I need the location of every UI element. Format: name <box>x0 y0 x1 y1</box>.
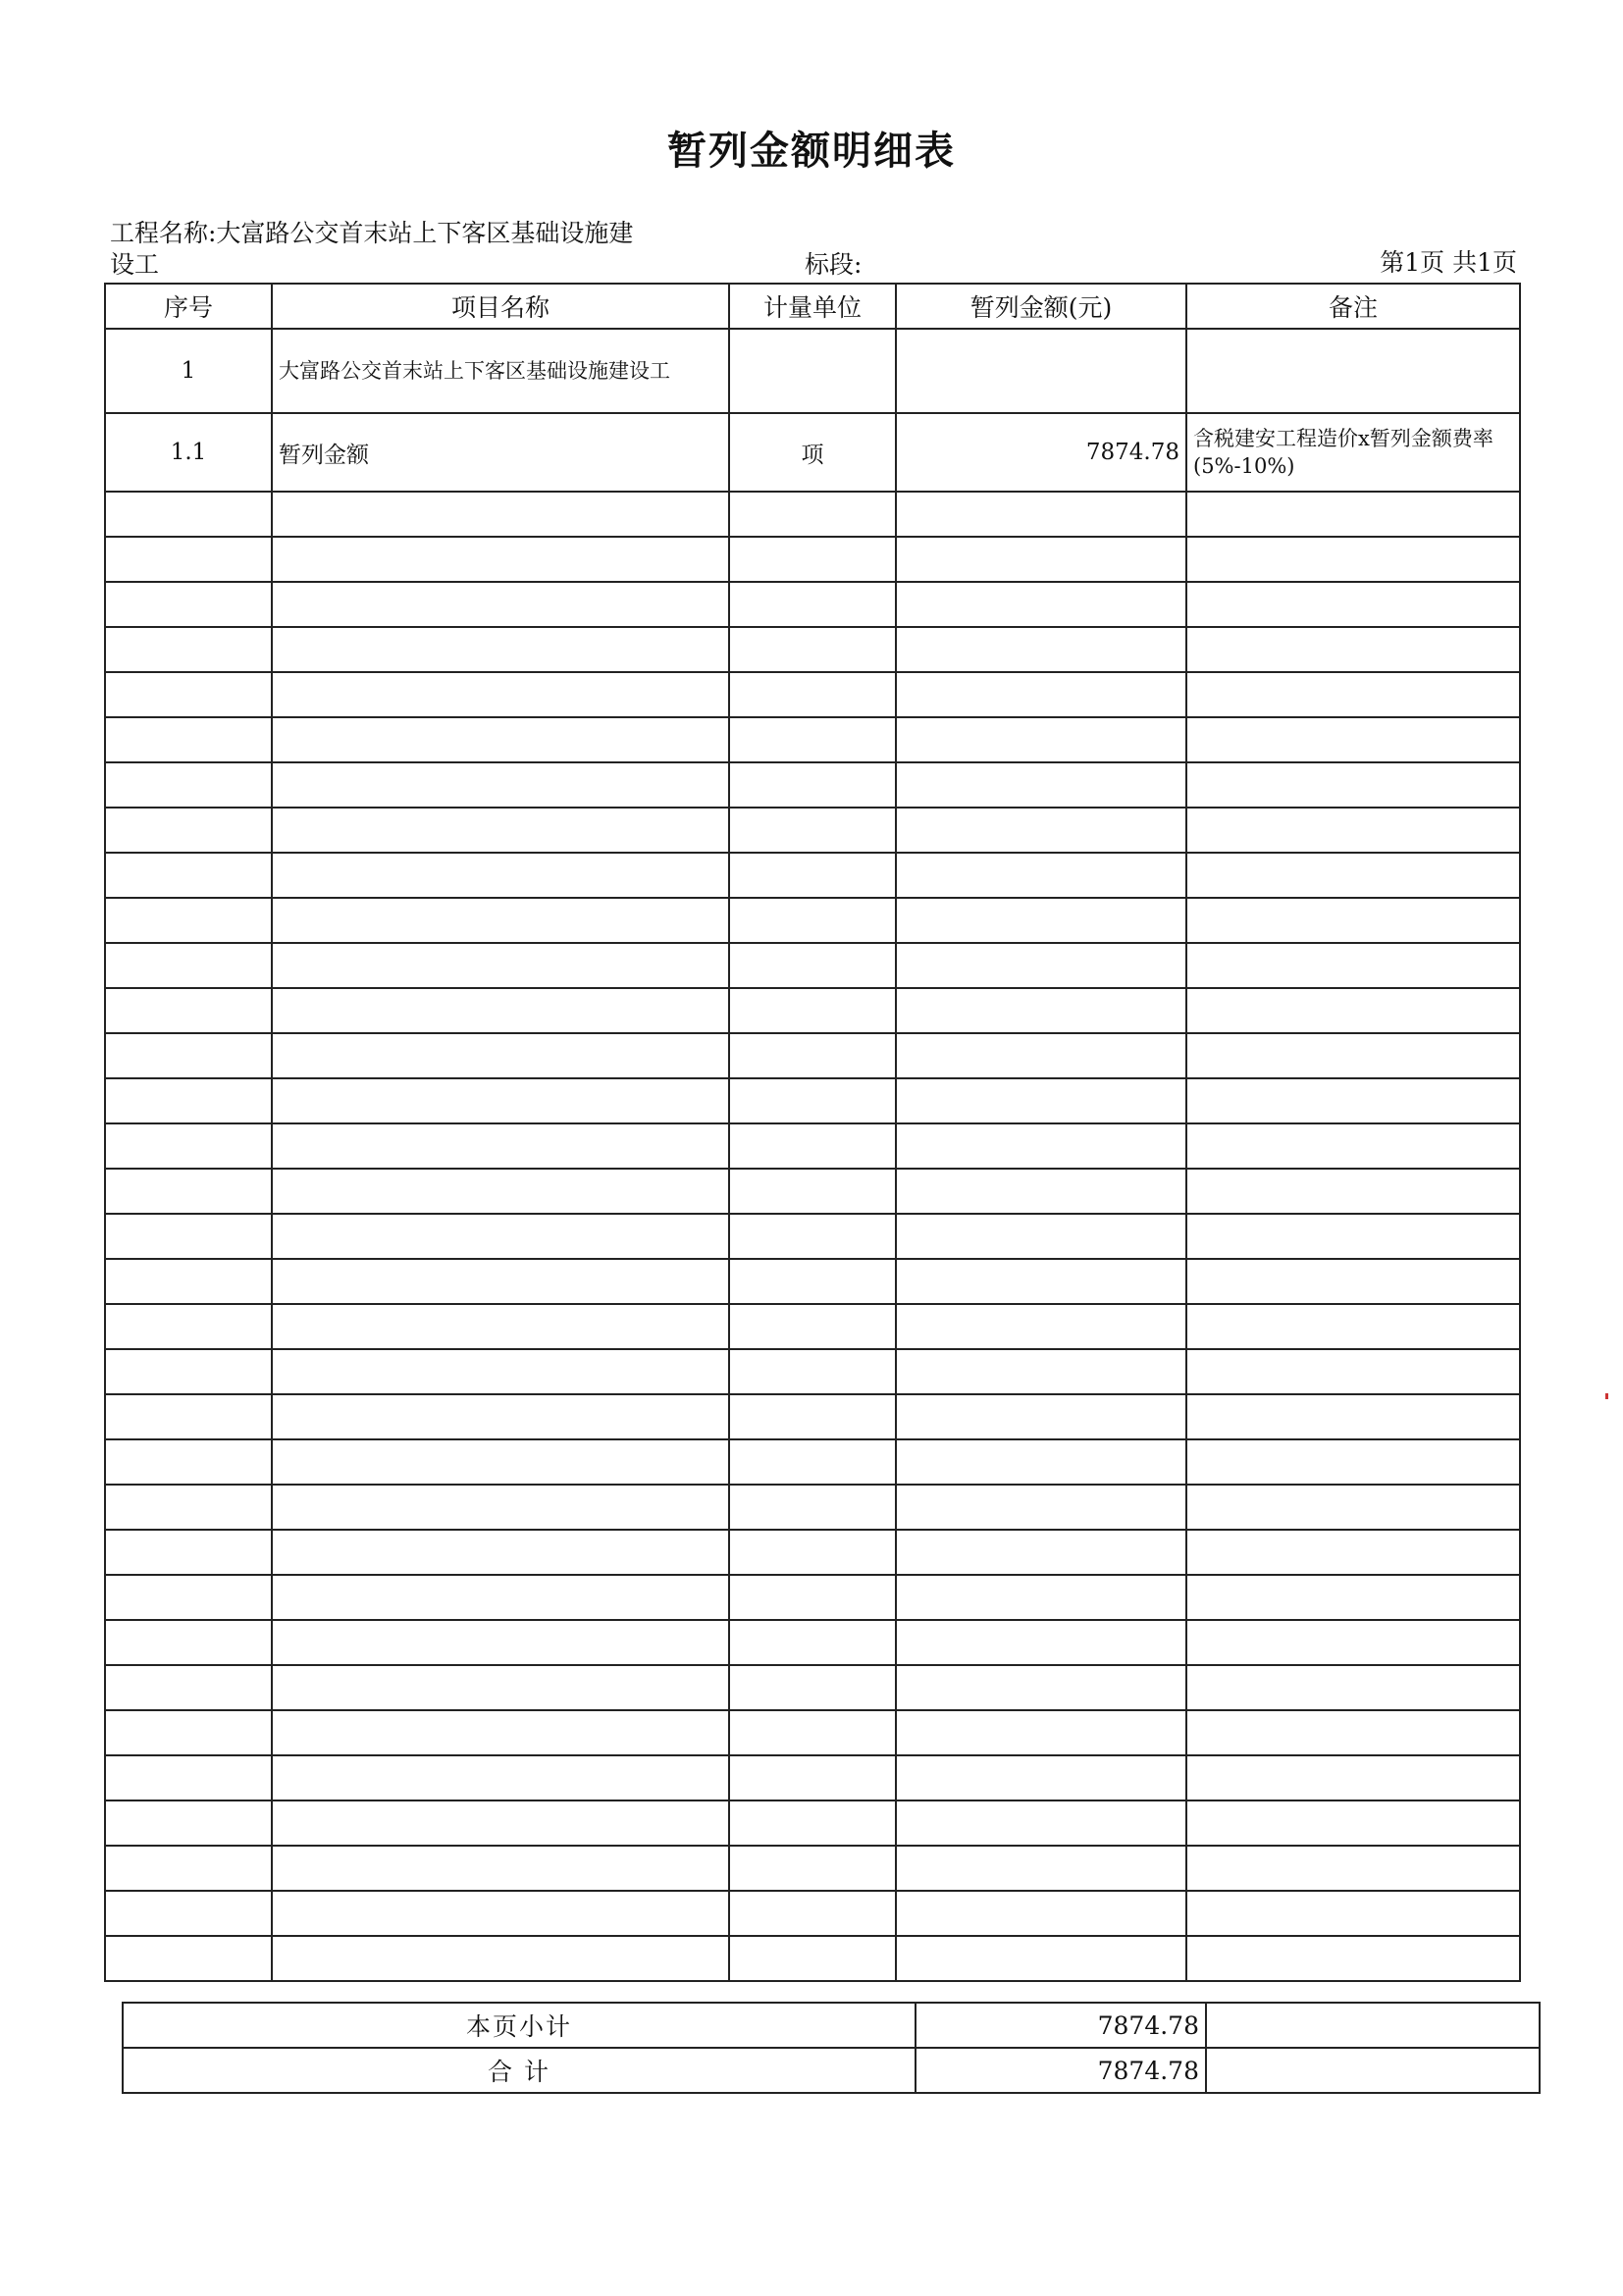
empty-cell <box>896 1755 1186 1800</box>
empty-cell <box>1186 762 1520 808</box>
empty-cell <box>105 1304 272 1349</box>
empty-cell <box>896 492 1186 537</box>
empty-cell <box>1186 1169 1520 1214</box>
empty-cell <box>1186 1033 1520 1078</box>
empty-cell <box>896 1033 1186 1078</box>
empty-cell <box>729 1078 896 1123</box>
empty-cell <box>105 1439 272 1485</box>
empty-cell <box>729 1846 896 1891</box>
empty-table-row <box>105 582 1520 627</box>
empty-cell <box>105 1123 272 1169</box>
empty-cell <box>729 1349 896 1394</box>
empty-cell <box>896 1620 1186 1665</box>
empty-cell <box>272 1123 729 1169</box>
empty-cell <box>729 627 896 672</box>
empty-cell <box>105 1891 272 1936</box>
empty-cell <box>729 1891 896 1936</box>
empty-cell <box>105 537 272 582</box>
empty-cell <box>105 943 272 988</box>
empty-cell <box>896 943 1186 988</box>
empty-cell <box>896 1710 1186 1755</box>
empty-cell <box>105 1214 272 1259</box>
empty-cell <box>896 1891 1186 1936</box>
empty-table-row <box>105 1665 1520 1710</box>
empty-cell <box>729 1936 896 1981</box>
empty-cell <box>1186 1891 1520 1936</box>
empty-cell <box>896 1078 1186 1123</box>
empty-cell <box>272 1891 729 1936</box>
total-row <box>123 2048 1540 2093</box>
empty-cell <box>896 1485 1186 1530</box>
empty-cell <box>105 1033 272 1078</box>
empty-cell <box>1186 1530 1520 1575</box>
empty-table-row <box>105 943 1520 988</box>
empty-cell <box>105 1259 272 1304</box>
empty-cell <box>272 1665 729 1710</box>
row-note: 含税建安工程造价x暂列金额费率(5%-10%) <box>1186 413 1520 492</box>
empty-cell <box>729 582 896 627</box>
empty-table-row <box>105 1891 1520 1936</box>
empty-table-row <box>105 1123 1520 1169</box>
empty-cell <box>105 1169 272 1214</box>
empty-cell <box>896 627 1186 672</box>
empty-cell <box>729 1755 896 1800</box>
empty-cell <box>1186 627 1520 672</box>
empty-cell <box>1186 1936 1520 1981</box>
empty-cell <box>1186 1078 1520 1123</box>
empty-cell <box>272 492 729 537</box>
empty-cell <box>105 898 272 943</box>
empty-cell <box>729 1033 896 1078</box>
empty-cell <box>272 537 729 582</box>
empty-table-row <box>105 1485 1520 1530</box>
row-unit: 项 <box>729 413 896 492</box>
empty-cell <box>1186 1710 1520 1755</box>
empty-cell <box>272 1800 729 1846</box>
column-header-amount: 暂列金额(元) <box>896 284 1186 329</box>
empty-table-row <box>105 672 1520 717</box>
total-label: 合 计 <box>123 2048 916 2093</box>
empty-cell <box>105 1936 272 1981</box>
empty-cell <box>896 988 1186 1033</box>
empty-cell <box>272 1394 729 1439</box>
empty-cell <box>729 717 896 762</box>
empty-cell <box>1186 1349 1520 1394</box>
empty-cell <box>896 1575 1186 1620</box>
empty-cell <box>729 1575 896 1620</box>
empty-cell <box>1186 1304 1520 1349</box>
empty-table-row <box>105 1846 1520 1891</box>
empty-cell <box>272 1530 729 1575</box>
empty-cell <box>1186 582 1520 627</box>
empty-table-row <box>105 988 1520 1033</box>
empty-cell <box>729 1214 896 1259</box>
subtotal-note <box>1206 2003 1540 2048</box>
empty-cell <box>1186 1214 1520 1259</box>
empty-cell <box>729 1123 896 1169</box>
empty-cell <box>896 672 1186 717</box>
empty-cell <box>1186 1485 1520 1530</box>
empty-cell <box>729 1439 896 1485</box>
empty-table-row <box>105 1033 1520 1078</box>
empty-cell <box>896 1304 1186 1349</box>
empty-table-row <box>105 1936 1520 1981</box>
empty-cell <box>896 808 1186 853</box>
empty-cell <box>896 898 1186 943</box>
empty-cell <box>272 1214 729 1259</box>
empty-cell <box>272 988 729 1033</box>
empty-cell <box>729 1259 896 1304</box>
empty-cell <box>729 1800 896 1846</box>
empty-cell <box>105 627 272 672</box>
empty-cell <box>729 672 896 717</box>
table-header-row <box>105 284 1520 329</box>
row-name <box>272 329 729 413</box>
empty-cell <box>729 492 896 537</box>
empty-cell <box>896 1169 1186 1214</box>
empty-cell <box>272 1169 729 1214</box>
section-label: 标段: <box>805 250 863 279</box>
empty-table-row <box>105 627 1520 672</box>
empty-cell <box>896 1665 1186 1710</box>
empty-cell <box>1186 898 1520 943</box>
row-note <box>1186 329 1520 413</box>
row-no: 1.1 <box>105 413 272 492</box>
empty-cell <box>896 762 1186 808</box>
empty-cell <box>896 582 1186 627</box>
empty-table-row <box>105 1349 1520 1394</box>
empty-cell <box>272 853 729 898</box>
empty-cell <box>729 808 896 853</box>
empty-table-row <box>105 1439 1520 1485</box>
empty-table-row <box>105 853 1520 898</box>
empty-cell <box>729 1394 896 1439</box>
subtotal-row <box>123 2003 1540 2048</box>
empty-cell <box>105 1394 272 1439</box>
empty-cell <box>1186 808 1520 853</box>
empty-cell <box>729 898 896 943</box>
empty-cell <box>896 1439 1186 1485</box>
empty-cell <box>272 627 729 672</box>
row-no: 1 <box>105 329 272 413</box>
empty-cell <box>729 1485 896 1530</box>
row-amount <box>896 329 1186 413</box>
empty-cell <box>272 1304 729 1349</box>
table-row <box>105 413 1520 492</box>
scan-mark <box>1605 1393 1608 1399</box>
row-unit <box>729 329 896 413</box>
empty-cell <box>272 1349 729 1394</box>
empty-cell <box>1186 1259 1520 1304</box>
empty-cell <box>105 853 272 898</box>
empty-table-row <box>105 1530 1520 1575</box>
empty-table-row <box>105 1304 1520 1349</box>
empty-cell <box>272 1710 729 1755</box>
empty-cell <box>729 1620 896 1665</box>
empty-table-row <box>105 537 1520 582</box>
empty-cell <box>729 988 896 1033</box>
empty-cell <box>1186 1394 1520 1439</box>
empty-cell <box>896 1349 1186 1394</box>
empty-cell <box>729 762 896 808</box>
empty-cell <box>1186 1620 1520 1665</box>
empty-cell <box>896 1123 1186 1169</box>
empty-cell <box>729 1169 896 1214</box>
empty-cell <box>729 537 896 582</box>
column-header-unit: 计量单位 <box>729 284 896 329</box>
empty-cell <box>1186 943 1520 988</box>
empty-cell <box>272 1755 729 1800</box>
empty-cell <box>896 1846 1186 1891</box>
empty-cell <box>272 1485 729 1530</box>
empty-cell <box>105 762 272 808</box>
empty-cell <box>272 1846 729 1891</box>
empty-cell <box>896 1259 1186 1304</box>
empty-cell <box>1186 717 1520 762</box>
empty-table-row <box>105 898 1520 943</box>
project-name-line1: 工程名称:大富路公交首末站上下客区基础设施建 <box>110 219 634 247</box>
page-info: 第1页 共1页 <box>1380 248 1517 277</box>
empty-cell <box>1186 492 1520 537</box>
empty-cell <box>1186 537 1520 582</box>
empty-cell <box>896 717 1186 762</box>
empty-cell <box>272 1033 729 1078</box>
row-amount: 7874.78 <box>896 413 1186 492</box>
subtotal-value: 7874.78 <box>916 2003 1206 2048</box>
totals-table <box>122 2002 1541 2094</box>
empty-cell <box>272 717 729 762</box>
empty-cell <box>272 582 729 627</box>
empty-table-row <box>105 1259 1520 1304</box>
empty-cell <box>896 853 1186 898</box>
empty-cell <box>1186 853 1520 898</box>
column-header-no: 序号 <box>105 284 272 329</box>
project-name-line2: 设工 <box>110 250 160 279</box>
column-header-name: 项目名称 <box>272 284 729 329</box>
empty-cell <box>272 808 729 853</box>
empty-cell <box>1186 1800 1520 1846</box>
empty-cell <box>105 1575 272 1620</box>
empty-cell <box>105 717 272 762</box>
empty-table-row <box>105 1575 1520 1620</box>
empty-cell <box>105 1485 272 1530</box>
empty-cell <box>1186 1439 1520 1485</box>
empty-cell <box>272 898 729 943</box>
empty-cell <box>272 1575 729 1620</box>
empty-cell <box>729 1304 896 1349</box>
empty-cell <box>896 537 1186 582</box>
empty-table-row <box>105 1394 1520 1439</box>
empty-cell <box>272 943 729 988</box>
empty-cell <box>729 853 896 898</box>
detail-table <box>104 283 1521 1982</box>
empty-table-row <box>105 1078 1520 1123</box>
empty-table-row <box>105 808 1520 853</box>
empty-table-row <box>105 1620 1520 1665</box>
empty-cell <box>272 762 729 808</box>
empty-table-row <box>105 717 1520 762</box>
empty-cell <box>105 988 272 1033</box>
empty-cell <box>105 1846 272 1891</box>
total-note <box>1206 2048 1540 2093</box>
empty-cell <box>729 1665 896 1710</box>
row-name-text: 大富路公交首末站上下客区基础设施建设工 <box>279 359 670 383</box>
empty-cell <box>272 1620 729 1665</box>
empty-cell <box>105 1349 272 1394</box>
empty-cell <box>105 672 272 717</box>
total-value: 7874.78 <box>916 2048 1206 2093</box>
empty-cell <box>729 1710 896 1755</box>
empty-cell <box>272 1439 729 1485</box>
empty-cell <box>896 1530 1186 1575</box>
empty-cell <box>896 1214 1186 1259</box>
empty-cell <box>272 1259 729 1304</box>
empty-table-row <box>105 762 1520 808</box>
empty-cell <box>105 1078 272 1123</box>
empty-cell <box>272 1078 729 1123</box>
empty-cell <box>896 1394 1186 1439</box>
column-header-note: 备注 <box>1186 284 1520 329</box>
subtotal-label: 本页小计 <box>123 2003 916 2048</box>
empty-cell <box>105 1800 272 1846</box>
empty-table-row <box>105 1710 1520 1755</box>
empty-cell <box>1186 1575 1520 1620</box>
empty-cell <box>1186 672 1520 717</box>
empty-cell <box>1186 1846 1520 1891</box>
empty-table-row <box>105 492 1520 537</box>
empty-cell <box>1186 1123 1520 1169</box>
empty-cell <box>105 1755 272 1800</box>
empty-cell <box>729 1530 896 1575</box>
empty-cell <box>105 1710 272 1755</box>
empty-cell <box>1186 1665 1520 1710</box>
empty-cell <box>1186 988 1520 1033</box>
empty-table-row <box>105 1755 1520 1800</box>
empty-cell <box>1186 1755 1520 1800</box>
empty-cell <box>105 1665 272 1710</box>
empty-table-row <box>105 1800 1520 1846</box>
empty-cell <box>105 582 272 627</box>
empty-cell <box>896 1936 1186 1981</box>
row-name: 暂列金额 <box>272 413 729 492</box>
empty-cell <box>896 1800 1186 1846</box>
empty-cell <box>105 1530 272 1575</box>
empty-cell <box>105 808 272 853</box>
empty-cell <box>105 492 272 537</box>
empty-cell <box>105 1620 272 1665</box>
empty-cell <box>272 1936 729 1981</box>
empty-table-row <box>105 1169 1520 1214</box>
empty-cell <box>272 672 729 717</box>
empty-table-row <box>105 1214 1520 1259</box>
empty-cell <box>729 943 896 988</box>
table-row <box>105 329 1520 413</box>
page-title: 暂列金额明细表 <box>667 129 956 174</box>
